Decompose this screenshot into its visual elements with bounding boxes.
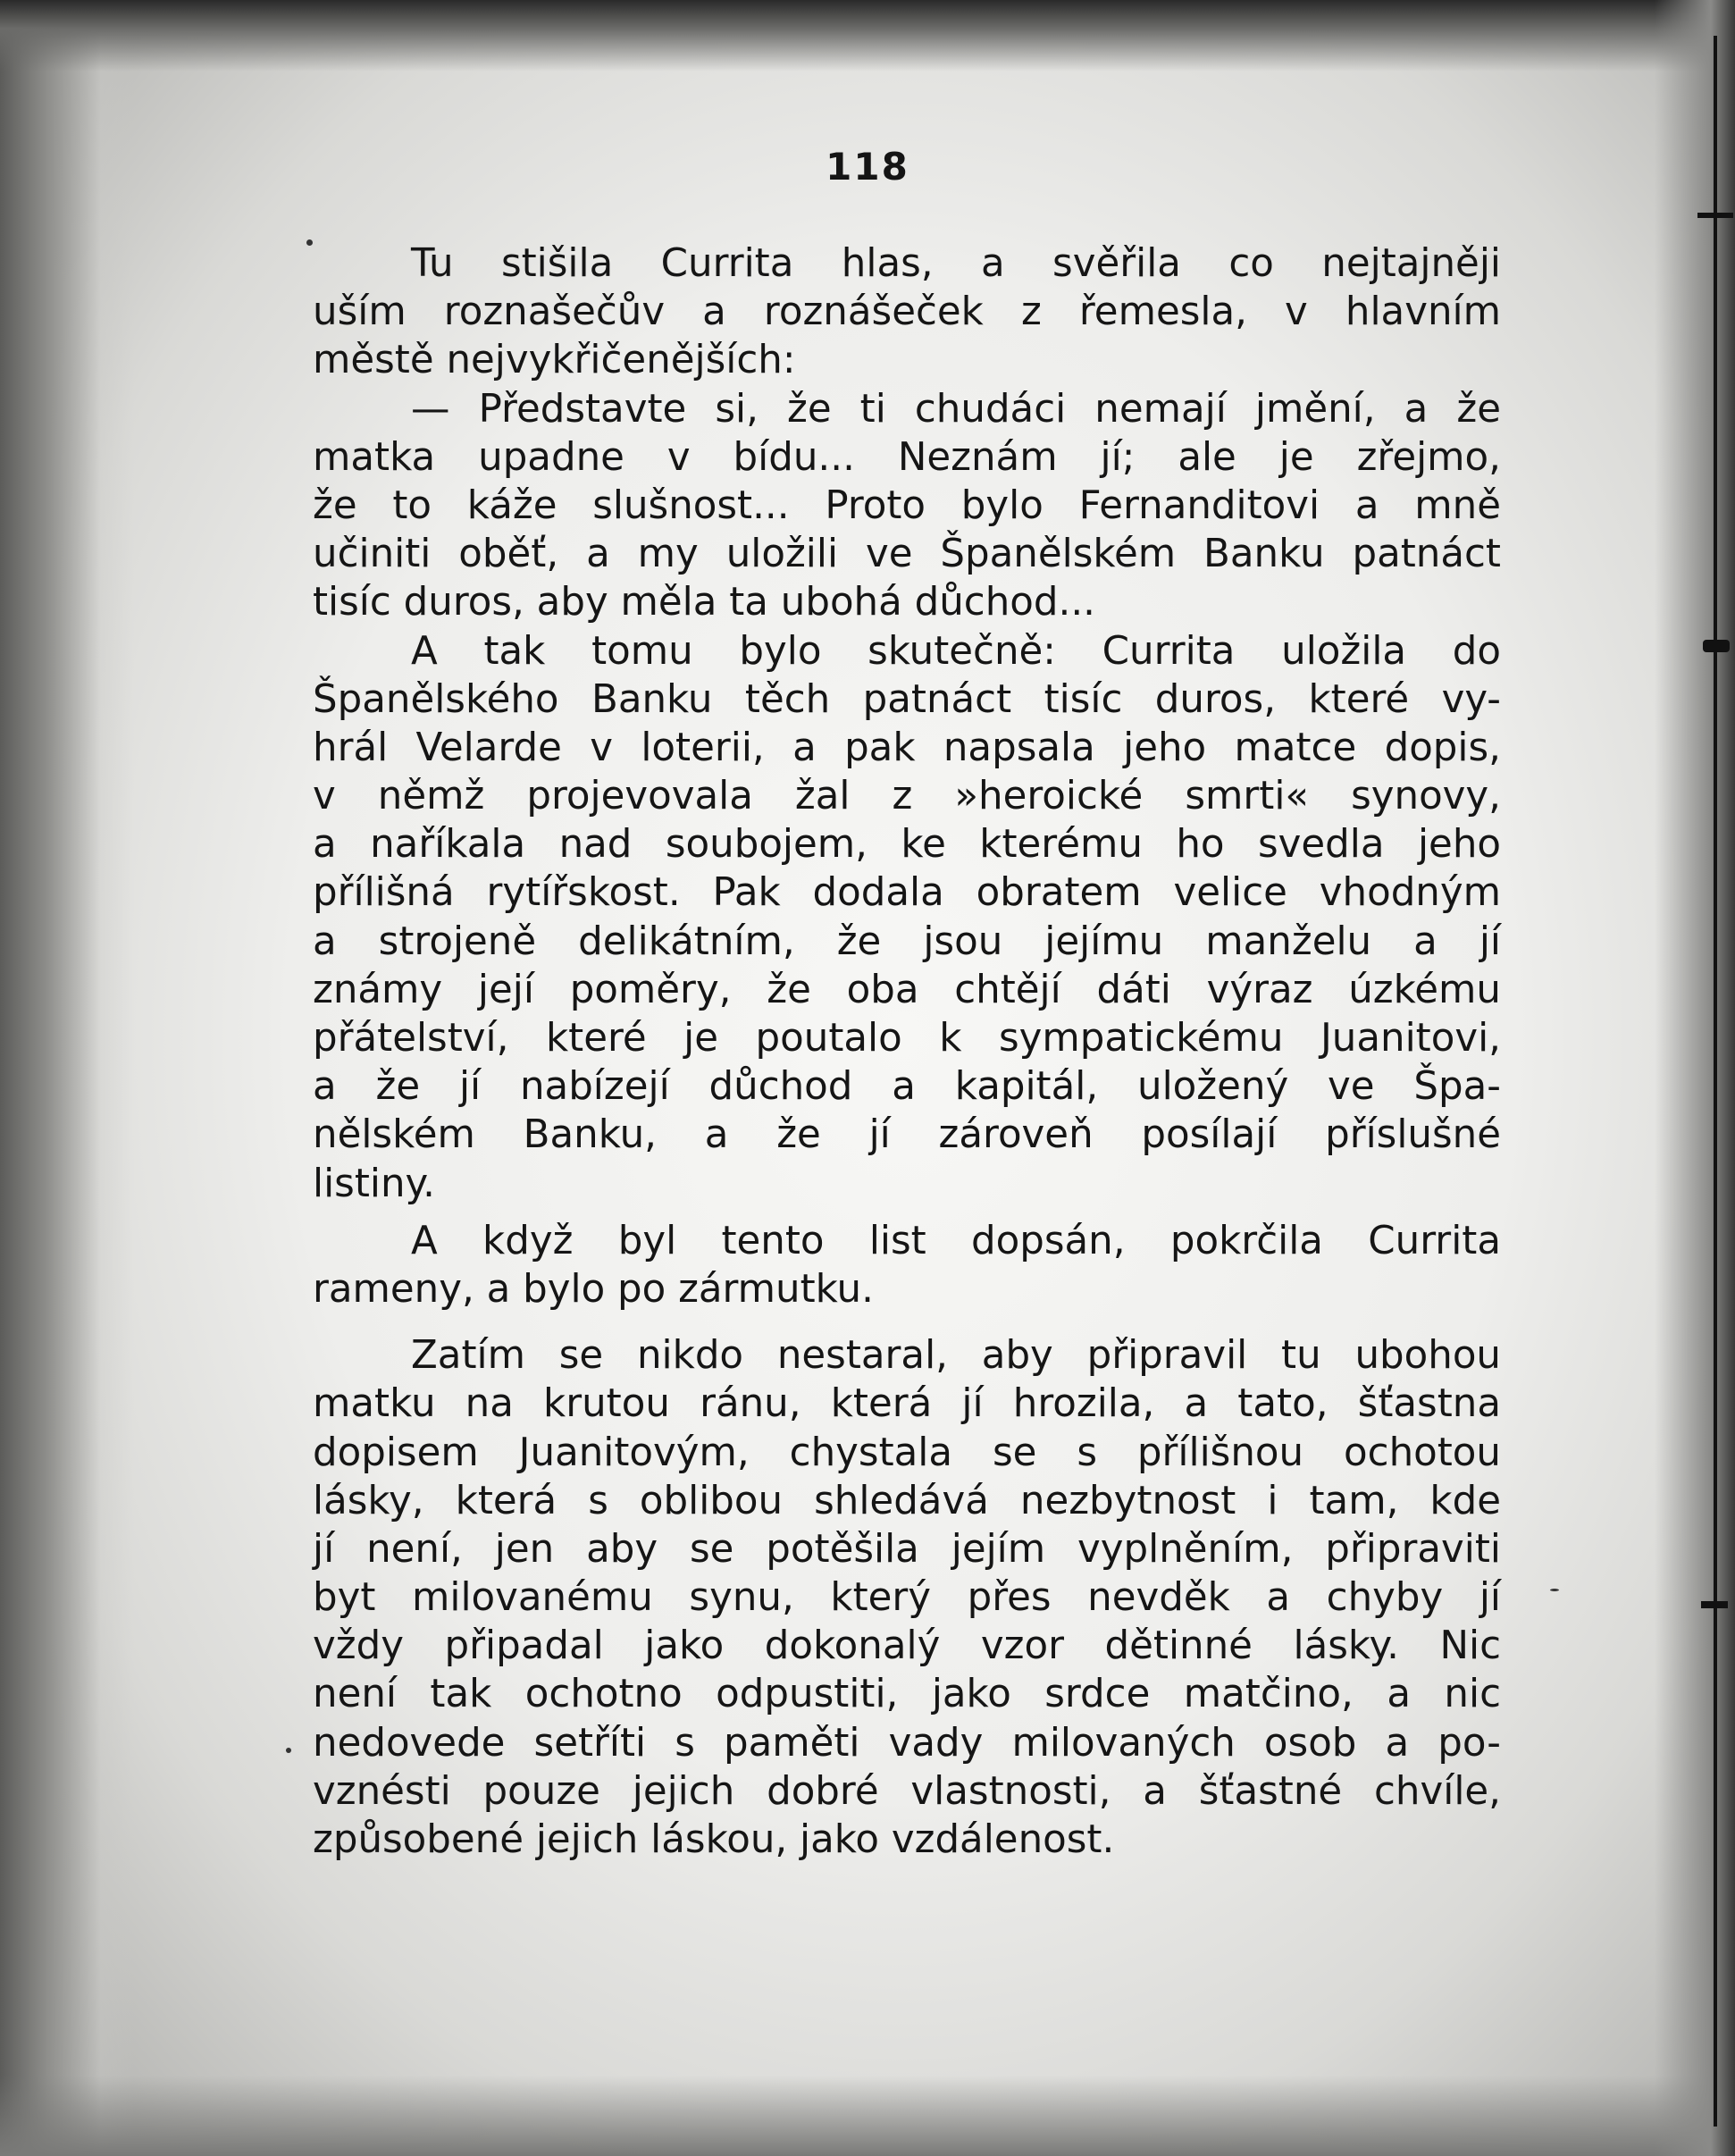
top-page-shadow xyxy=(0,0,1735,71)
text-line: známy její poměry, že oba chtějí dáti výraz úzkému xyxy=(313,967,1501,1012)
body-text xyxy=(313,239,1501,1864)
margin-tick-upper xyxy=(1697,213,1733,218)
text-line: A když byl tento list dopsán, pokrčila Currita xyxy=(411,1218,1501,1263)
text-line: přílišná rytířskost. Pak dodala obratem velice vhodným xyxy=(313,870,1501,916)
text-line: listiny. xyxy=(313,1161,435,1206)
text-line: není tak ochotno odpustiti, jako srdce matčino, a nic xyxy=(313,1672,1501,1717)
left-page-shadow xyxy=(0,0,134,2156)
right-margin-rule xyxy=(1714,36,1717,2127)
text-line: hrál Velarde v loterii, a pak napsala jeho matce dopis, xyxy=(313,725,1501,770)
text-line: Tu stišila Currita hlas, a svěřila co nejtajněji xyxy=(411,241,1501,286)
text-line: učiniti oběť, a my uložili ve Španělském Banku patnáct xyxy=(313,532,1501,577)
text-line: nělském Banku, a že jí zároveň posílají příslušné xyxy=(313,1112,1501,1158)
text-line: a naříkala nad soubojem, ke kterému ho svedla jeho xyxy=(313,822,1501,868)
paragraph-1 xyxy=(313,239,1501,385)
dust-speck xyxy=(286,1748,291,1753)
dust-speck xyxy=(1550,1589,1559,1591)
margin-tick-middle xyxy=(1703,640,1730,652)
text-line: a že jí nabízejí důchod a kapitál, uložený ve Špa- xyxy=(313,1064,1501,1110)
text-line: matku na krutou ránu, která jí hrozila, a tato, šťastna xyxy=(313,1381,1501,1427)
paragraph-2 xyxy=(313,385,1501,627)
text-line: vznésti pouze jejich dobré vlastnosti, a šťastné chvíle, xyxy=(313,1768,1501,1814)
text-line: uším roznašečův a roznášeček z řemesla, v hlavním xyxy=(313,289,1501,335)
text-line: Zatím se nikdo nestaral, aby připravil tu ubohou xyxy=(411,1333,1501,1379)
page-number: 118 xyxy=(826,145,909,189)
text-line: Španělského Banku těch patnáct tisíc duros, které vy- xyxy=(313,676,1501,722)
text-line: nedovede setříti s paměti vady milovaných osob a po- xyxy=(313,1720,1501,1766)
text-line: byt milovanému synu, který přes nevděk a chyby jí xyxy=(313,1575,1501,1621)
text-line: — Představte si, že ti chudáci nemají jmění, a že xyxy=(411,386,1501,432)
text-line: že to káže slušnost... Proto bylo Fernanditovi a mně xyxy=(313,482,1501,528)
text-line: způsobené jejich láskou, jako vzdálenost. xyxy=(313,1817,1115,1862)
text-line: v němž projevovala žal z »heroické smrti« synovy, xyxy=(313,774,1501,819)
text-line: vždy připadal jako dokonalý vzor dětinné lásky. Nic xyxy=(313,1623,1501,1669)
text-line: jí není, jen aby se potěšila jejím vyplněním, připraviti xyxy=(313,1526,1501,1572)
paragraph-3 xyxy=(313,627,1501,1208)
paragraph-4 xyxy=(313,1217,1501,1313)
text-line: A tak tomu bylo skutečně: Currita uložila do xyxy=(411,628,1501,674)
paragraph-5 xyxy=(313,1331,1501,1864)
bottom-page-shadow xyxy=(0,2076,1735,2156)
text-line: lásky, která s oblibou shledává nezbytnost i tam, kde xyxy=(313,1478,1501,1523)
text-line: přátelství, které je poutalo k sympatickému Juanitovi, xyxy=(313,1016,1501,1061)
text-line: dopisem Juanitovým, chystala se s přílišnou ochotou xyxy=(313,1430,1501,1475)
dust-speck xyxy=(306,239,313,246)
text-line: rameny, a bylo po zármutku. xyxy=(313,1266,874,1312)
right-page-shadow xyxy=(1655,0,1735,2156)
text-line: městě nejvykřičenějších: xyxy=(313,338,796,383)
text-line: a strojeně delikátním, že jsou jejímu manželu a jí xyxy=(313,919,1501,964)
text-line: matka upadne v bídu... Neznám jí; ale je zřejmo, xyxy=(313,434,1501,480)
text-line: tisíc duros, aby měla ta ubohá důchod... xyxy=(313,580,1095,625)
margin-tick-lower xyxy=(1701,1601,1728,1608)
